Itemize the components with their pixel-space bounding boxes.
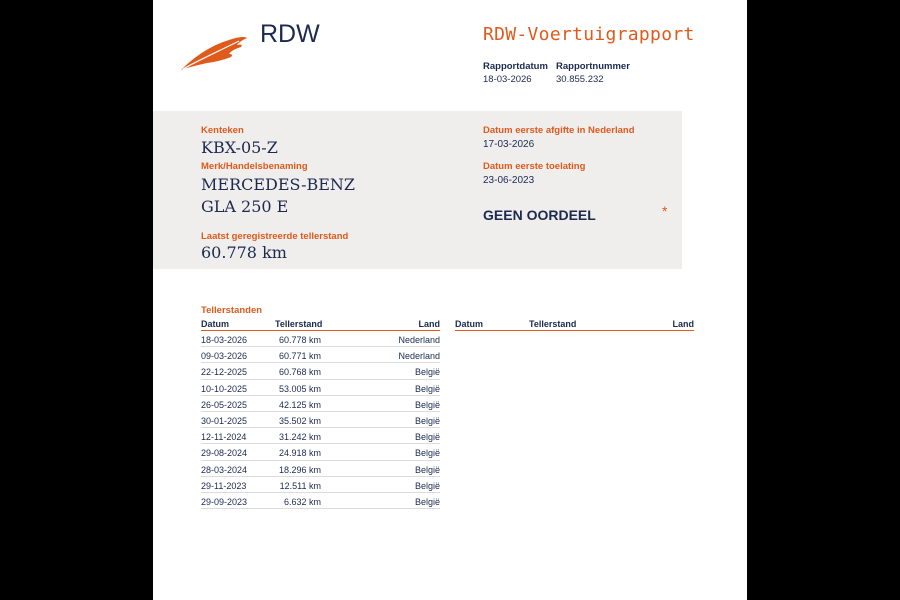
cell-date: 28-03-2024 bbox=[201, 464, 248, 475]
table-row bbox=[201, 412, 440, 428]
table-row bbox=[201, 331, 440, 347]
cell-reading: 42.125 km bbox=[278, 399, 321, 410]
make-value: MERCEDES-BENZ bbox=[201, 175, 356, 194]
cell-reading: 12.511 km bbox=[279, 480, 321, 491]
table-row bbox=[201, 493, 440, 509]
cell-date: 10-10-2025 bbox=[201, 383, 248, 394]
table-row bbox=[201, 363, 440, 379]
plate-label: Kenteken bbox=[201, 125, 244, 136]
vehicle-summary-panel bbox=[153, 111, 682, 269]
header-date: Datum bbox=[201, 319, 230, 329]
cell-country: België bbox=[414, 448, 440, 459]
cell-date: 12-11-2024 bbox=[201, 432, 247, 443]
cell-country: België bbox=[414, 480, 440, 491]
report-page bbox=[153, 0, 747, 600]
readings-rows bbox=[201, 331, 440, 509]
report-title: RDW-Voertuigrapport bbox=[483, 24, 695, 45]
table-row bbox=[201, 380, 440, 396]
cell-date: 29-08-2024 bbox=[201, 448, 248, 459]
readings-table-left bbox=[201, 317, 440, 509]
cell-reading: 24.918 km bbox=[278, 448, 321, 459]
table-row bbox=[201, 428, 440, 444]
cell-reading: 6.632 km bbox=[283, 496, 321, 507]
readings-section-title: Tellerstanden bbox=[201, 305, 263, 316]
cell-date: 26-05-2025 bbox=[201, 399, 248, 410]
table-row bbox=[201, 477, 440, 493]
cell-reading: 31.242 km bbox=[278, 432, 321, 443]
cell-reading: 53.005 km bbox=[278, 383, 321, 394]
cell-reading: 60.771 km bbox=[278, 351, 321, 362]
report-number-value: 30.855.232 bbox=[556, 74, 604, 85]
cell-date: 22-12-2025 bbox=[201, 367, 248, 378]
table-row bbox=[201, 461, 440, 477]
cell-country: Nederland bbox=[398, 351, 440, 362]
first-issue-nl-value: 17-03-2026 bbox=[483, 139, 535, 150]
cell-country: België bbox=[414, 367, 440, 378]
table-row bbox=[201, 347, 440, 363]
cell-reading: 35.502 km bbox=[278, 415, 321, 426]
table-header bbox=[455, 317, 694, 331]
cell-country: België bbox=[414, 399, 440, 410]
cell-reading: 18.296 km bbox=[278, 464, 321, 475]
header-date: Datum bbox=[455, 319, 484, 329]
cell-country: België bbox=[414, 415, 440, 426]
model-value: GLA 250 E bbox=[201, 197, 289, 216]
make-label: Merk/Handelsbenaming bbox=[201, 161, 308, 172]
table-row bbox=[201, 396, 440, 412]
report-date-label: Rapportdatum bbox=[483, 61, 548, 72]
first-admission-value: 23-06-2023 bbox=[483, 175, 535, 186]
report-number-label: Rapportnummer bbox=[556, 61, 630, 72]
odometer-value: 60.778 km bbox=[201, 243, 287, 262]
plate-value: KBX-05-Z bbox=[201, 138, 278, 157]
cell-date: 09-03-2026 bbox=[201, 351, 248, 362]
cell-date: 18-03-2026 bbox=[201, 335, 248, 345]
header-reading: Tellerstand bbox=[529, 319, 577, 329]
cell-reading: 60.778 km bbox=[278, 335, 321, 345]
verdict-text: GEEN OORDEEL bbox=[483, 207, 596, 223]
readings-table-right bbox=[455, 317, 694, 331]
header-country: Land bbox=[672, 319, 694, 329]
cell-date: 30-01-2025 bbox=[201, 415, 248, 426]
report-date-value: 18-03-2026 bbox=[483, 74, 532, 85]
logo-text: RDW bbox=[260, 20, 320, 48]
table-row bbox=[201, 444, 440, 460]
cell-country: Nederland bbox=[398, 335, 440, 345]
first-admission-label: Datum eerste toelating bbox=[483, 161, 586, 172]
first-issue-nl-label: Datum eerste afgifte in Nederland bbox=[483, 125, 635, 136]
verdict-footnote-marker: * bbox=[662, 203, 668, 219]
table-header bbox=[201, 317, 440, 331]
cell-country: België bbox=[414, 432, 440, 443]
cell-reading: 60.768 km bbox=[278, 367, 321, 378]
cell-date: 29-09-2023 bbox=[201, 496, 248, 507]
rdw-feather-logo-icon bbox=[179, 32, 249, 74]
cell-date: 29-11-2023 bbox=[201, 480, 247, 491]
cell-country: België bbox=[414, 496, 440, 507]
header-country: Land bbox=[418, 319, 440, 329]
header-reading: Tellerstand bbox=[275, 319, 323, 329]
cell-country: België bbox=[414, 464, 440, 475]
odometer-label: Laatst geregistreerde tellerstand bbox=[201, 231, 349, 242]
cell-country: België bbox=[414, 383, 440, 394]
